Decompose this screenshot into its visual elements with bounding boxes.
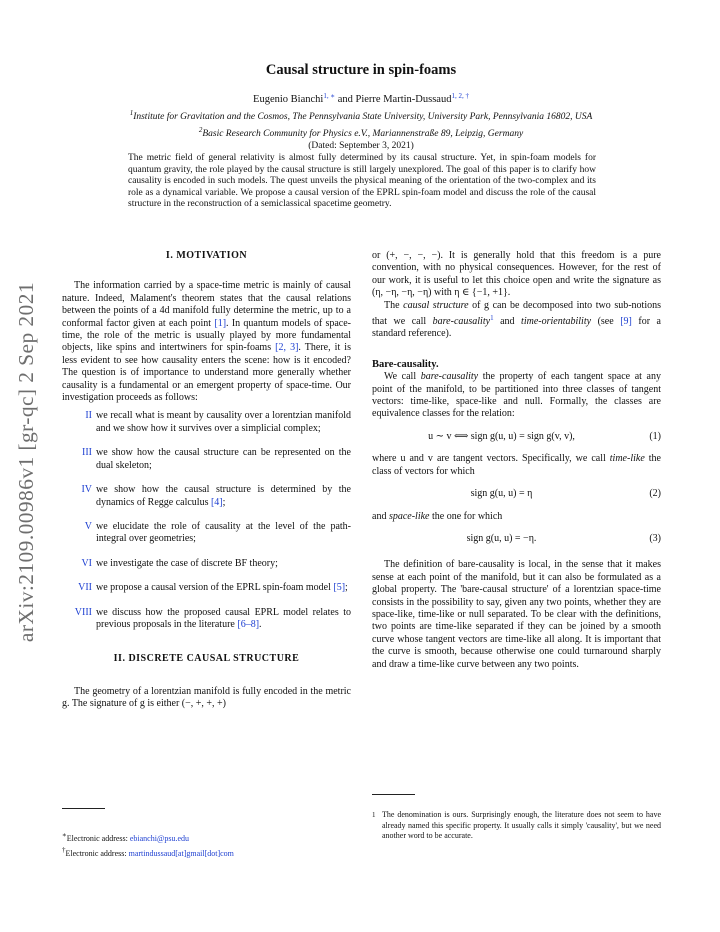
list-item-text-a: we show how the causal structure is determined by the dynamics of Regge calculus xyxy=(96,484,351,508)
equation-2 xyxy=(372,488,661,500)
text-run: The xyxy=(384,299,404,311)
signature-paragraph: or (+, −, −, −). It is generally hold that this freedom is a pure convention, with no physical consequences. However, for the rest of our work, it is useful to let this choice open and write the signature as (η, −η, −η, −η) with η ∈ {−1, +1}. xyxy=(372,250,661,299)
text-run: the property of each tangent space at any point of the manifold, to be partitioned into three classes of tangent vectors: time-like, space-like and null. Formally, the classes are equivalence classes for the relation: xyxy=(372,371,661,420)
equation-2-body: sign g(u, u) = η xyxy=(470,488,533,500)
arxiv-stamp-text: arXiv:2109.00986v1 [gr-qc] 2 Sep 2021 xyxy=(13,282,38,643)
right-column xyxy=(372,250,661,671)
footnote-1-number: 1 xyxy=(372,811,376,819)
list-item xyxy=(62,484,351,509)
list-item xyxy=(62,558,351,570)
author-2-marks[interactable]: 1, 2, † xyxy=(451,92,469,100)
footnote-label: Electronic address: xyxy=(65,848,129,858)
citation-5[interactable]: [5] xyxy=(333,582,346,594)
equation-3-number: (3) xyxy=(649,532,661,544)
text-run: We call xyxy=(384,371,421,383)
emphasis-causal-structure: causal structure xyxy=(403,299,469,311)
outline-list xyxy=(62,410,351,631)
text-run: and xyxy=(372,510,389,522)
intro-text-b: . In quantum models of space-time, the role of the metric is usually played by more fundamental objects, like spins and intertwiners for spin-foams xyxy=(62,317,351,354)
abstract: The metric field of general relativity is almost fully determined by its causal structure. Yet, in spin-foam models for quantum gravity, the role played by the causal structure is still largely unexplored. The goal of this paper is to clarify how causality is encoded in such models. The quest unveils the physical meaning of the orientation of the two-complex and its role as a dynamical variable. We propose a causal version of the EPRL spin-foam model and discuss the role of the causal structure in the reconstruction of a semiclassical spacetime geometry. xyxy=(128,153,596,210)
text-run: and xyxy=(493,316,522,328)
list-item xyxy=(62,447,351,472)
causal-structure-paragraph xyxy=(372,300,661,341)
author-and: and xyxy=(337,94,353,105)
text-run: (see xyxy=(591,316,621,328)
list-item-text xyxy=(96,410,351,435)
section-link-v[interactable]: V xyxy=(84,520,92,532)
list-item-text-b: ; xyxy=(345,582,348,594)
affiliation-2 xyxy=(62,124,660,141)
footnote-email-1 xyxy=(62,830,352,845)
list-item-text-b: . xyxy=(259,618,262,630)
intro-text-c: . There, it is less evident to see how causality enters the scene: how is it encoded? The question is of importance to understand more generally whether causality is a fundamental or an emergent property of space-time. Our investigation proceeds as follows: xyxy=(62,342,351,404)
affiliation-1 xyxy=(62,107,660,124)
text-run: the one for which xyxy=(429,510,503,522)
section-link-iii[interactable]: III xyxy=(82,447,92,459)
list-item xyxy=(62,410,351,435)
equation-1-number: (1) xyxy=(649,430,661,442)
affiliation-2-text: Basic Research Community for Physics e.V., Mariannenstraße 89, Leipzig, Germany xyxy=(202,128,524,139)
list-item-text-a: we investigate the case of discrete BF theory; xyxy=(96,557,278,569)
dated-line: (Dated: September 3, 2021) xyxy=(308,141,414,151)
citation-2-3[interactable]: [2, 3] xyxy=(275,342,299,354)
paper-title: Causal structure in spin-foams xyxy=(265,62,457,78)
section-link-iv[interactable]: IV xyxy=(81,484,92,496)
footnote-1 xyxy=(372,810,661,842)
list-item-text-a: we elucidate the role of causality at the level of the path-integral over geometries; xyxy=(96,520,351,545)
section-link-viii[interactable]: VIII xyxy=(74,606,92,618)
equation-2-number: (2) xyxy=(649,488,661,500)
section-link-ii[interactable]: II xyxy=(85,410,92,422)
text-run: of g can be decomposed into two sub-notions that we call xyxy=(372,299,661,328)
definition-paragraph: The definition of bare-causality is local, in the sense that it makes sense at each point of the manifold, but it can also be formulated as a global property. The 'bare-causal structure' of a lorentzian space-time consists in the possibility to say, given any two points, whether they are space-like, time-like or null separated. To be clear with the definitions, two points are time-like separated if they can be joined by a smooth curve whose tangent vectors are time-like all along. It is important that the curve is smooth, because otherwise one could turnaround sharply and draw a time-like curve between any two points. xyxy=(372,559,661,670)
right-footnote-rule xyxy=(372,794,415,795)
left-column xyxy=(62,250,351,711)
emphasis-time-orientability: time-orientability xyxy=(521,316,592,328)
list-item-text xyxy=(96,558,351,570)
emphasis-time-like: time-like xyxy=(609,453,645,465)
list-item-text xyxy=(96,447,351,472)
footnote-label: Electronic address: xyxy=(66,834,130,843)
text-run: for a standard reference). xyxy=(372,316,661,340)
list-item-text xyxy=(96,607,351,632)
bare-causality-paragraph xyxy=(372,371,661,421)
section-link-vi[interactable]: VI xyxy=(81,557,92,569)
equation-1 xyxy=(372,431,661,443)
list-item-text xyxy=(96,484,351,509)
email-link-martin-dussaud[interactable]: martindussaud[at]gmail[dot]com xyxy=(128,848,234,858)
affiliation-1-text: Institute for Gravitation and the Cosmos, The Pennsylvania State University, University Park, Pennsylvania 16802, USA xyxy=(133,112,593,122)
list-item-text xyxy=(96,582,351,594)
footnote-mark: † xyxy=(62,845,66,854)
intro-text-a: The information carried by a space-time metric is mainly of causal nature. Indeed, Malament's theorem states that the causal relations between the points of a 4d manifold fully determine the metric, up to a conformal factor given at each point xyxy=(62,280,351,329)
section-1-heading: I. MOTIVATION xyxy=(165,250,248,261)
list-item xyxy=(62,521,351,546)
email-link-bianchi[interactable]: ebianchi@psu.edu xyxy=(129,834,189,843)
list-item-text-a: we show how the causal structure can be represented on the dual skeleton; xyxy=(96,447,351,471)
list-item-text xyxy=(96,521,351,546)
equation-3-body: sign g(u, u) = −η. xyxy=(466,532,537,544)
section-2-paragraph: The geometry of a lorentzian manifold is fully encoded in the metric g. The signature of g is either (−, +, +, +) xyxy=(62,685,351,710)
citation-6-8[interactable]: [6–8] xyxy=(237,618,260,630)
text-run: the class of vectors for which xyxy=(372,453,662,477)
equation-1-body: u ∼ v ⟺ sign g(u, u) = sign g(v, v), xyxy=(428,430,575,442)
list-item xyxy=(62,607,351,632)
paper-header xyxy=(62,60,660,153)
left-footnotes xyxy=(62,830,352,859)
list-item-text-a: we propose a causal version of the EPRL spin-foam model xyxy=(96,582,334,594)
list-item xyxy=(62,582,351,594)
affiliation-2-number: 2 xyxy=(198,125,203,134)
equation-3 xyxy=(372,533,661,545)
citation-1[interactable]: [1] xyxy=(214,317,227,329)
list-item-text-b: ; xyxy=(222,496,226,508)
citation-4[interactable]: [4] xyxy=(210,496,223,508)
affiliation-1-number: 1 xyxy=(129,109,134,117)
vectors-paragraph xyxy=(372,453,661,478)
text-run: where u and v are tangent vectors. Specifically, we call xyxy=(372,453,610,465)
footnote-1-marker[interactable]: 1 xyxy=(490,314,494,323)
list-item-text-a: we recall what is meant by causality over a lorentzian manifold and we show how it survives over a simplicial complex; xyxy=(96,410,351,434)
emphasis-space-like: space-like xyxy=(388,510,430,522)
footnote-1-text: The denomination is ours. Surprisingly enough, the literature does not seem to have already named this specific property. It usually calls it simply 'causality', but we need another word to be accurate. xyxy=(382,810,661,840)
emphasis-bare-causality: bare-causality xyxy=(432,316,491,328)
space-like-paragraph xyxy=(372,511,661,523)
left-footnote-rule xyxy=(62,808,105,809)
author-2: Pierre Martin-Dussaud xyxy=(355,94,452,105)
footnote-email-2 xyxy=(62,845,352,860)
emphasis-bare-causality: bare-causality xyxy=(420,371,479,383)
bare-causality-heading: Bare-causality. xyxy=(372,358,439,370)
citation-9[interactable]: [9] xyxy=(620,316,632,328)
footnote-mark: ∗ xyxy=(62,831,67,839)
intro-paragraph xyxy=(62,280,351,404)
arxiv-stamp xyxy=(6,265,46,660)
section-2-heading: II. DISCRETE CAUSAL STRUCTURE xyxy=(113,653,300,665)
author-1-marks[interactable]: 1, ∗ xyxy=(323,92,336,100)
list-item-text-a: we discuss how the proposed causal EPRL model relates to previous proposals in the literature xyxy=(96,606,351,630)
section-link-vii[interactable]: VII xyxy=(78,582,92,594)
author-line xyxy=(62,89,660,107)
author-1: Eugenio Bianchi xyxy=(253,94,324,105)
